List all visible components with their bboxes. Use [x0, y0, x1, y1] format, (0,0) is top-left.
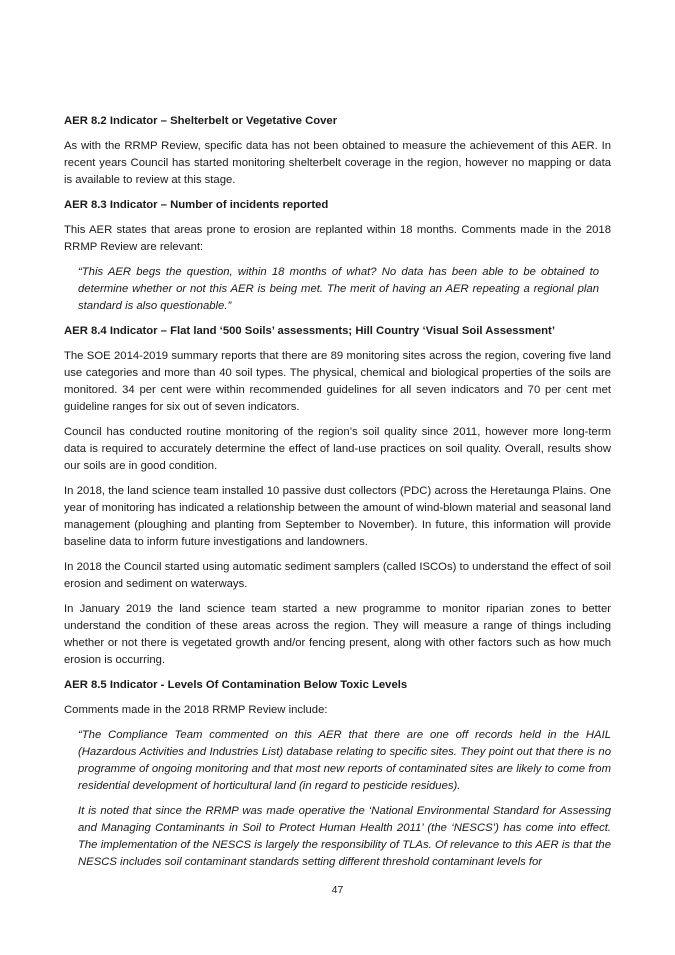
page-number: 47 [331, 884, 344, 896]
section-heading-8-5: AER 8.5 Indicator - Levels Of Contamination Below Toxic Levels [64, 679, 408, 691]
block-quote: It is noted that since the RRMP was made operative the ‘National Environmental Standard for Assessing and Managing Contaminants in Soil to Protect Human Health 2011’ (the ‘NESCS’) has come into effect. The implementation of the NESCS is largely the responsibility of TLAs. Of relevance to this AER is that the NESCS includes soil contaminant standards setting different threshold contaminant levels for [78, 805, 611, 868]
paragraph: Comments made in the 2018 RRMP Review include: [64, 704, 328, 716]
block-quote: “This AER begs the question, within 18 months of what? No data has been able to be obtained to determine whether or not this AER is being met. The merit of having an AER repeating a regional plan standard is also questionable.” [78, 266, 599, 312]
section-heading-8-3: AER 8.3 Indicator – Number of incidents reported [64, 199, 329, 211]
paragraph: As with the RRMP Review, specific data has not been obtained to measure the achievement of this AER. In recent years Council has started monitoring shelterbelt coverage in the region, however no mapping or data is available to review at this stage. [64, 140, 611, 186]
section-heading-8-2: AER 8.2 Indicator – Shelterbelt or Vegetative Cover [64, 115, 338, 127]
paragraph: In 2018, the land science team installed 10 passive dust collectors (PDC) across the Heretaunga Plains. One year of monitoring has indicated a relationship between the amount of wind-blown material and seasonal land management (ploughing and planting from September to November). In future, this information will provide baseline data to inform future investigations and landowners. [64, 485, 611, 548]
paragraph: The SOE 2014-2019 summary reports that there are 89 monitoring sites across the region, covering five land use categories and more than 40 soil types. The physical, chemical and biological properties of the soils are monitored. 34 per cent were within recommended guidelines for all seven indicators and 70 per cent met guideline ranges for six out of seven indicators. [64, 350, 611, 413]
paragraph: Council has conducted routine monitoring of the region’s soil quality since 2011, however more long-term data is required to accurately determine the effect of land-use practices on soil quality. Overall, results show our soils are in good condition. [64, 426, 611, 472]
document-body [64, 113, 611, 879]
paragraph: In 2018 the Council started using automatic sediment samplers (called ISCOs) to understand the effect of soil erosion and sediment on waterways. [64, 561, 611, 590]
block-quote: “The Compliance Team commented on this AER that there are one off records held in the HAIL (Hazardous Activities and Industries List) database relating to specific sites. They point out that there is no programme of ongoing monitoring and that most new reports of contaminated sites are likely to come from residential development of horticultural land (in regard to pesticide residues). [78, 729, 611, 792]
section-heading-8-4: AER 8.4 Indicator – Flat land ‘500 Soils’ assessments; Hill Country ‘Visual Soil Assessment’ [64, 325, 555, 337]
paragraph: In January 2019 the land science team started a new programme to monitor riparian zones to better understand the condition of these areas across the region. They will measure a range of things including whether or not there is vegetated growth and/or fencing present, along with other factors such as how much erosion is occurring. [64, 603, 611, 666]
paragraph: This AER states that areas prone to erosion are replanted within 18 months. Comments made in the 2018 RRMP Review are relevant: [64, 224, 611, 253]
